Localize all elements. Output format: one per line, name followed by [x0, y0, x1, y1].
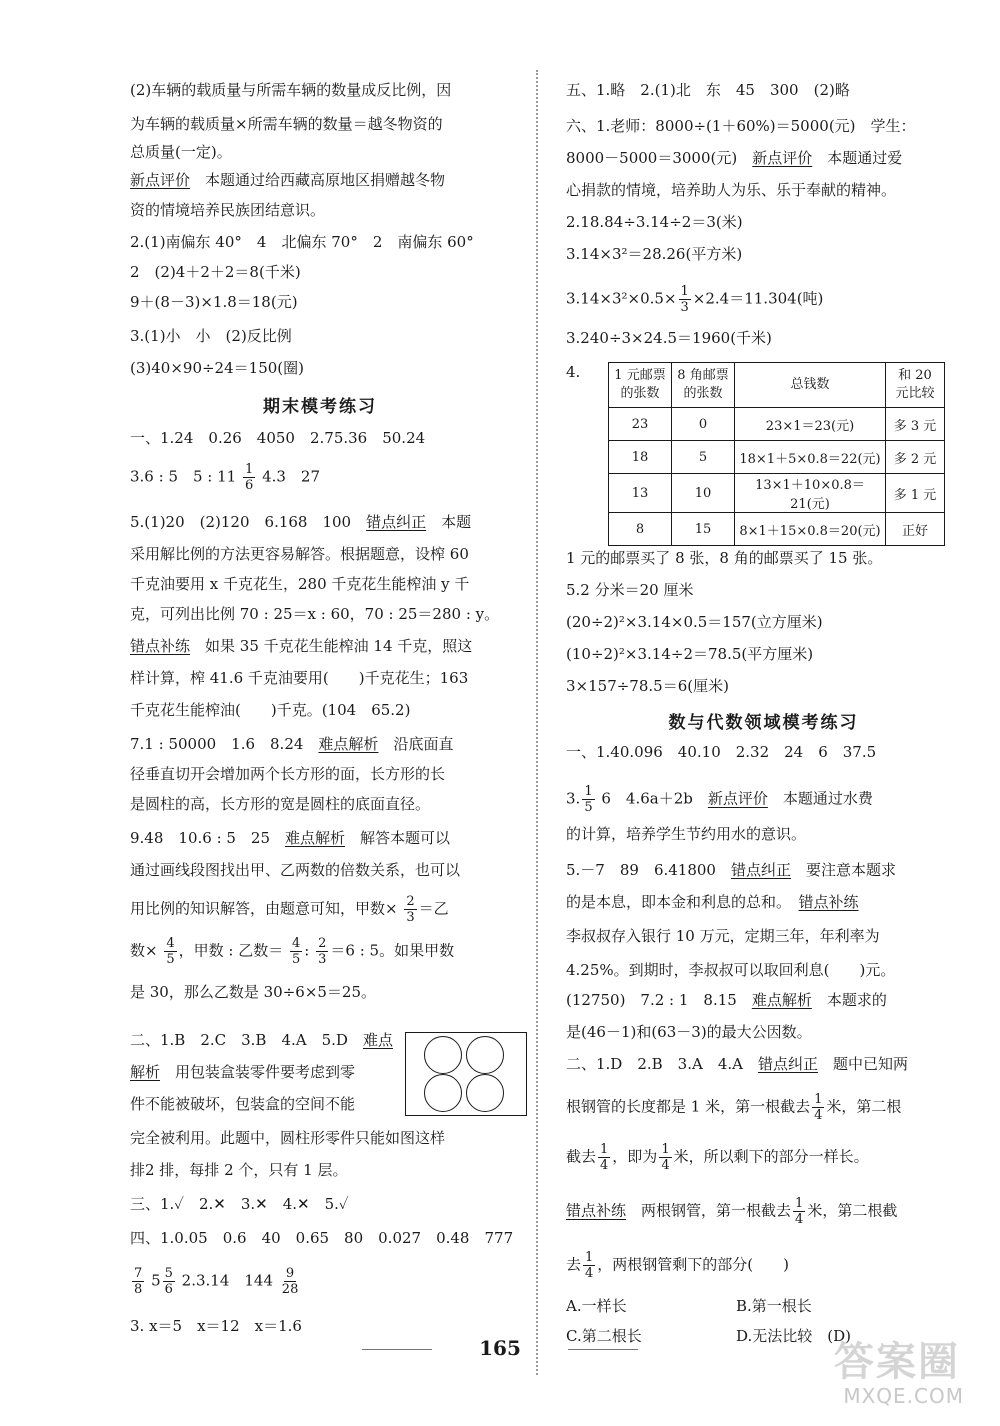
- text-line: 3.240÷3×24.5＝1960(千米): [566, 329, 772, 347]
- text-line: 是(46－1)和(63－3)的最大公因数。: [566, 1023, 812, 1041]
- fraction: [164, 936, 176, 967]
- text-line: 样计算，榨 41.6 千克油要用( )千克花生；163: [130, 669, 469, 687]
- text-line: (10÷2)²×3.14÷2＝78.5(平方厘米): [566, 645, 814, 663]
- tag-label: 难点: [362, 1031, 393, 1049]
- section-heading: 期末模考练习: [263, 397, 377, 417]
- tag-label: 新点评价: [130, 171, 191, 189]
- text-line: 5.2 分米＝20 厘米: [566, 581, 694, 599]
- stamps-table: [608, 362, 945, 546]
- table-header-row: [609, 363, 945, 408]
- text-span: 3.: [566, 789, 581, 808]
- text-line: 为车辆的载质量×所需车辆的数量＝越冬物资的: [130, 115, 443, 133]
- text-span: 二、1.D 2.B 3.A 4.A: [566, 1055, 758, 1073]
- fraction: [132, 1266, 144, 1297]
- text-span: :: [304, 941, 310, 960]
- text-span: 根钢管的长度都是 1 米，第一根截去: [566, 1097, 811, 1116]
- numerator: 1: [814, 1092, 823, 1107]
- fraction: [290, 936, 302, 967]
- text-line: [130, 512, 471, 532]
- fraction: [679, 284, 691, 315]
- text-span: ，即为: [612, 1147, 658, 1166]
- text-line: 李叔叔存入银行 10 万元，定期三年，年利率为: [566, 927, 880, 945]
- table-cell: 多 2 元: [886, 441, 945, 474]
- text-span: 沿底面直: [378, 735, 454, 753]
- text-line: [566, 892, 859, 912]
- text-span: 二、1.B 2.C 3.B 4.A 5.D: [130, 1031, 363, 1049]
- table-cell: 13: [609, 474, 672, 513]
- text-line: 六、1.老师：8000÷(1＋60%)＝5000(元) 学生：: [566, 117, 916, 135]
- denominator: 4: [795, 1212, 804, 1227]
- table-header: 8 角邮票的张数: [672, 363, 735, 408]
- cylinder-packing-diagram: [405, 1032, 527, 1116]
- text-line: 总质量(一定)。: [130, 143, 232, 161]
- tag-label: 难点解析: [751, 991, 812, 1009]
- text-line: [566, 784, 873, 815]
- text-line: [130, 936, 454, 967]
- numerator: 4: [292, 936, 301, 951]
- text-span: 截去: [566, 1147, 597, 1166]
- text-line: 四、1.0.05 0.6 40 0.65 80 0.027 0.48 777: [130, 1229, 514, 1247]
- text-line: [566, 284, 823, 315]
- text-span: 9.48 10.6 : 5 25: [130, 829, 286, 847]
- text-span: 3.6 : 5 5 : 11: [130, 467, 237, 486]
- text-line: 4.: [566, 363, 581, 381]
- numerator: 2: [318, 936, 327, 951]
- tag-label: 难点解析: [318, 735, 379, 753]
- fraction: [163, 1266, 175, 1297]
- table-cell: 18×1＋5×0.8＝22(元): [735, 441, 886, 474]
- denominator: 8: [134, 1282, 143, 1297]
- option-b: B.第一根长: [736, 1297, 812, 1315]
- numerator: 1: [795, 1196, 804, 1211]
- text-line: [130, 1030, 393, 1050]
- fraction: [793, 1196, 805, 1227]
- text-span: 用比例的知识解答，由题意可知，甲数×: [130, 899, 398, 918]
- watermark-url: MXQE.COM: [843, 1384, 964, 1408]
- numerator: 1: [680, 284, 689, 299]
- text-span: 去: [566, 1255, 582, 1274]
- text-line: 完全被利用。此题中，圆柱形零件只能如图这样: [130, 1129, 446, 1147]
- option-c: C.第二根长: [566, 1327, 642, 1345]
- text-line: 3. x＝5 x＝12 x＝1.6: [130, 1317, 302, 1335]
- text-line: [566, 1142, 869, 1173]
- text-line: [566, 990, 887, 1010]
- text-line: 千克油要用 x 千克花生，280 千克花生能榨油 y 千: [130, 575, 470, 593]
- option-a: A.一样长: [566, 1297, 627, 1315]
- text-span: 5: [151, 1271, 161, 1290]
- text-span: 4.3 27: [262, 467, 321, 486]
- text-line: 4.25%。到期时，李叔叔可以取回利息( )元。: [566, 961, 896, 979]
- text-line: 9＋(8－3)×1.8＝18(元): [130, 293, 298, 311]
- tag-label: 新点评价: [707, 789, 768, 808]
- text-line: [130, 170, 445, 190]
- text-line: [130, 828, 450, 848]
- text-span: 题中已知两: [817, 1055, 908, 1073]
- table-cell: 8×1＋15×0.8＝20(元): [735, 513, 886, 546]
- denominator: 6: [164, 1282, 173, 1297]
- text-span: 本题通过水费: [767, 789, 873, 808]
- fraction: [404, 894, 416, 925]
- denominator: 5: [166, 952, 175, 967]
- table-cell: 正好: [886, 513, 945, 546]
- denominator: 4: [585, 1266, 594, 1281]
- fraction: [243, 462, 255, 493]
- tag-label: 错点纠正: [757, 1055, 818, 1073]
- text-line: [566, 1092, 901, 1123]
- text-line: 资的情境培养民族团结意识。: [130, 201, 326, 219]
- denominator: 28: [281, 1282, 299, 1297]
- text-span: ＝6 : 5。如果甲数: [330, 941, 455, 960]
- text-line: 克，可列出比例 70 : 25＝x : 60，70 : 25＝280 : y。: [130, 605, 500, 623]
- denominator: 3: [318, 952, 327, 967]
- fraction: [316, 936, 328, 967]
- table-cell: 8: [609, 513, 672, 546]
- denominator: 3: [406, 910, 415, 925]
- text-span: 本题求的: [811, 991, 887, 1009]
- fraction: [280, 1266, 301, 1297]
- column-divider: [536, 70, 538, 1375]
- table-header: 和 20 元比较: [886, 363, 945, 408]
- text-line: (2)车辆的载质量与所需车辆的数量成反比例，因: [130, 81, 452, 99]
- text-span: 如果 35 千克花生能榨油 14 千克，照这: [190, 637, 473, 655]
- text-span: 本题: [426, 513, 472, 531]
- text-span: 8000－5000＝3000(元): [566, 149, 753, 167]
- text-line: 千克花生能榨油( )千克。(104 65.2): [130, 701, 411, 719]
- table-cell: 多 1 元: [886, 474, 945, 513]
- text-span: 要注意本题求: [791, 861, 897, 879]
- text-line: [130, 636, 472, 656]
- table-cell: 10: [672, 474, 735, 513]
- text-line: [130, 894, 449, 925]
- tag-label: 难点解析: [285, 829, 346, 847]
- text-line: 件不能被破坏，包装盒的空间不能: [130, 1095, 356, 1113]
- text-line: [130, 1062, 355, 1082]
- tag-label: 错点补练: [566, 1201, 627, 1220]
- table-cell: 0: [672, 408, 735, 441]
- denominator: 4: [661, 1158, 670, 1173]
- table-row: [609, 441, 945, 474]
- tag-label: 错点纠正: [730, 861, 791, 879]
- circle-shape: [466, 1036, 504, 1074]
- text-line: 排2 排，每排 2 个，只有 1 层。: [130, 1161, 348, 1179]
- text-span: 用包装盒装零件要考虑到零: [160, 1063, 356, 1081]
- circle-shape: [424, 1036, 462, 1074]
- table-cell: 13×1＋10×0.8＝21(元): [735, 474, 886, 513]
- text-line: [566, 1250, 789, 1281]
- text-line: 一、1.40.096 40.10 2.32 24 6 37.5: [566, 743, 877, 761]
- text-span: 3.14×3²×0.5×: [566, 289, 677, 308]
- tag-label: 错点补练: [130, 637, 191, 655]
- text-line: 一、1.24 0.26 4050 2.75.36 50.24: [130, 429, 426, 447]
- text-span: 7.1 : 50000 1.6 8.24: [130, 735, 319, 753]
- table-row: [609, 513, 945, 546]
- numerator: 1: [245, 462, 254, 477]
- text-line: (3)40×90÷24＝150(圈): [130, 359, 304, 377]
- circle-shape: [424, 1074, 462, 1112]
- text-line: 3.14×3²＝28.26(平方米): [566, 245, 743, 263]
- text-span: 的是本息，即本金和利息的总和。: [566, 893, 799, 911]
- text-span: 数×: [130, 941, 158, 960]
- table-cell: 23×1＝23(元): [735, 408, 886, 441]
- denominator: 3: [680, 300, 689, 315]
- text-line: 五、1.略 2.(1)北 东 45 300 (2)略: [566, 81, 850, 99]
- table-header: 1 元邮票的张数: [609, 363, 672, 408]
- fraction: [659, 1142, 671, 1173]
- text-line: 心捐款的情境，培养助人为乐、乐于奉献的精神。: [566, 181, 897, 199]
- text-line: (20÷2)²×3.14×0.5＝157(立方厘米): [566, 613, 823, 631]
- text-span: 2.3.14 144: [181, 1271, 274, 1290]
- text-line: 2.18.84÷3.14÷2＝3(米): [566, 213, 743, 231]
- text-span: 解答本题可以: [345, 829, 451, 847]
- fraction: [583, 1250, 595, 1281]
- text-span: ，两根钢管剩下的部分( ): [597, 1255, 790, 1274]
- text-line: 1 元的邮票买了 8 张，8 角的邮票买了 15 张。: [566, 549, 883, 567]
- text-line: [566, 860, 896, 880]
- text-line: 三、1.✓ 2.✕ 3.✕ 4.✕ 5.✓: [130, 1195, 349, 1213]
- text-span: (12750) 7.2 : 1 8.15: [566, 991, 752, 1009]
- numerator: 1: [661, 1142, 670, 1157]
- watermark-logo: 答案圈: [834, 1338, 960, 1385]
- tag-label: 解析: [130, 1063, 161, 1081]
- circle-shape: [466, 1074, 504, 1112]
- numerator: 1: [600, 1142, 609, 1157]
- denominator: 4: [814, 1108, 823, 1123]
- table-cell: 多 3 元: [886, 408, 945, 441]
- text-line: [566, 1054, 908, 1074]
- table-row: [609, 474, 945, 513]
- numerator: 4: [166, 936, 175, 951]
- tag-label: 错点补练: [798, 893, 859, 911]
- fraction: [812, 1092, 824, 1123]
- table-row: [609, 408, 945, 441]
- text-line: [566, 1196, 897, 1227]
- text-line: 2.(1)南偏东 40° 4 北偏东 70° 2 南偏东 60°: [130, 233, 474, 251]
- numerator: 9: [285, 1266, 295, 1281]
- option-d: D.无法比较 (D): [736, 1327, 851, 1345]
- numerator: 1: [585, 1250, 594, 1265]
- text-span: 本题通过爱: [812, 149, 903, 167]
- denominator: 4: [600, 1158, 609, 1173]
- fraction: [598, 1142, 610, 1173]
- text-line: 2 (2)4＋2＋2＝8(千米): [130, 263, 301, 281]
- text-line: 通过画线段图找出甲、乙两数的倍数关系，也可以: [130, 861, 461, 879]
- table-cell: 18: [609, 441, 672, 474]
- table-cell: 5: [672, 441, 735, 474]
- numerator: 2: [406, 894, 415, 909]
- text-line: 3×157÷78.5＝6(厘米): [566, 677, 729, 695]
- denominator: 5: [584, 800, 593, 815]
- text-line: 径垂直切开会增加两个长方形的面，长方形的长: [130, 765, 446, 783]
- numerator: 7: [134, 1266, 143, 1281]
- denominator: 6: [245, 478, 254, 493]
- text-span: ＝乙: [418, 899, 449, 918]
- tag-label: 错点纠正: [366, 513, 427, 531]
- table-header: 总钱数: [735, 363, 886, 408]
- text-span: 6 4.6a＋2b: [601, 789, 708, 808]
- text-span: 米，所以剩下的部分一样长。: [673, 1147, 869, 1166]
- text-line: 是圆柱的高，长方形的宽是圆柱的底面直径。: [130, 795, 431, 813]
- text-span: 米，第二根截: [807, 1201, 898, 1220]
- text-line: 的计算，培养学生节约用水的意识。: [566, 825, 807, 843]
- numerator: 1: [584, 784, 593, 799]
- text-span: 米，第二根: [826, 1097, 902, 1116]
- text-line: [130, 462, 320, 493]
- section-heading: 数与代数领域模考练习: [668, 713, 859, 733]
- text-line: [130, 1266, 302, 1297]
- table-cell: 15: [672, 513, 735, 546]
- text-line: 是 30，那么乙数是 30÷6×5＝25。: [130, 983, 377, 1001]
- text-span: 两根钢管，第一根截去: [626, 1201, 792, 1220]
- text-line: [566, 148, 902, 168]
- page-number: 165: [440, 1336, 560, 1362]
- text-span: 5.－7 89 6.41800: [566, 861, 731, 879]
- text-span: 5.(1)20 (2)120 6.168 100: [130, 513, 367, 531]
- text-line: [130, 734, 453, 754]
- denominator: 5: [292, 952, 301, 967]
- text-line: 3.(1)小 小 (2)反比例: [130, 327, 292, 345]
- text-line: 采用解比例的方法更容易解答。根据题意，设榨 60: [130, 545, 469, 563]
- text-span: 本题通过给西藏高原地区捐赠越冬物: [190, 171, 446, 189]
- table-cell: 23: [609, 408, 672, 441]
- text-span: ×2.4＝11.304(吨): [692, 289, 824, 308]
- text-span: ，甲数 : 乙数＝: [178, 941, 284, 960]
- tag-label: 新点评价: [752, 149, 813, 167]
- fraction: [582, 784, 594, 815]
- numerator: 5: [164, 1266, 173, 1281]
